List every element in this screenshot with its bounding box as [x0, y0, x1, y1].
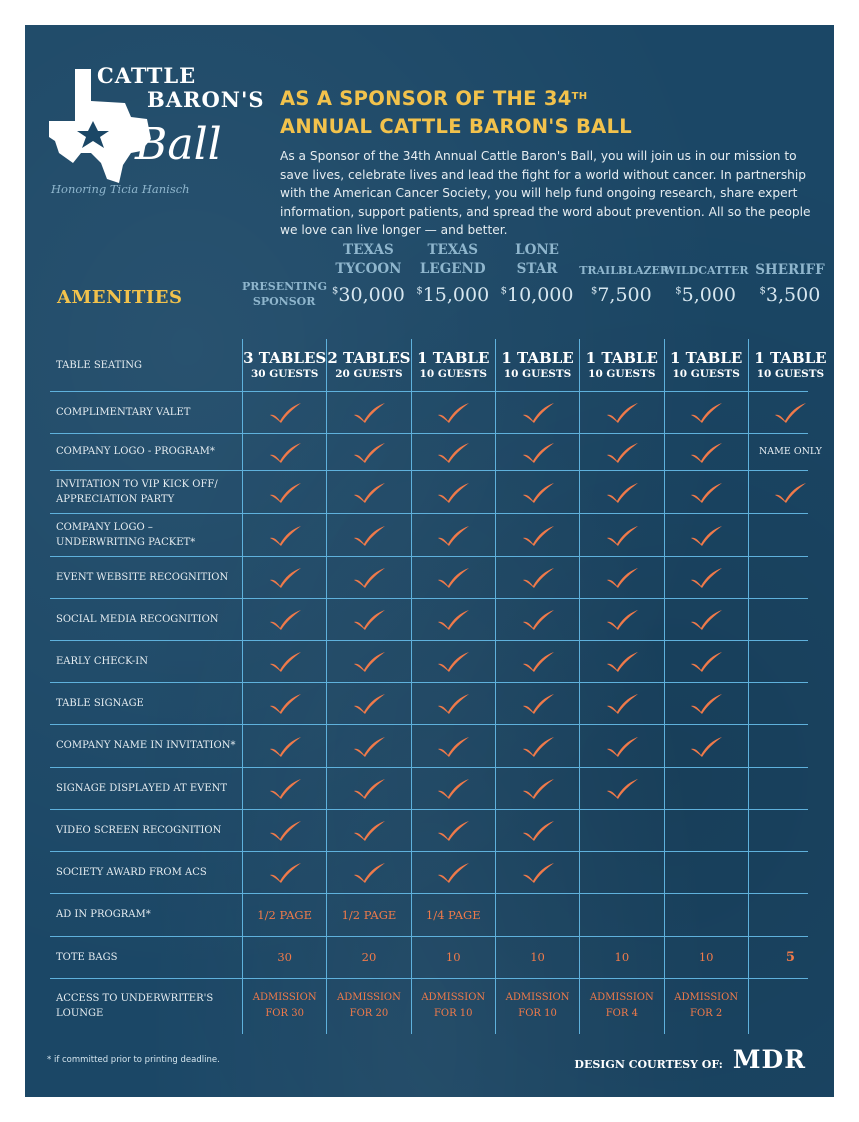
- cell-value: 5: [785, 949, 795, 965]
- table-cell: [411, 724, 495, 767]
- table-cell: [495, 851, 579, 893]
- tier-name-line1: LONE: [515, 242, 559, 258]
- table-cell: [748, 433, 832, 470]
- table-cell: [411, 598, 495, 640]
- mdr-logo: MDR: [732, 1045, 806, 1074]
- table-cell: [242, 767, 326, 809]
- check-icon: [520, 480, 556, 504]
- check-icon: [267, 860, 303, 884]
- table-cell: [495, 893, 579, 936]
- table-row: [50, 978, 808, 1034]
- logo-barons-text: BARON'S: [147, 87, 265, 112]
- row-label: SIGNAGE DISPLAYED AT EVENT: [56, 782, 228, 794]
- table-cell: [242, 936, 326, 978]
- seating-tables: 1 TABLE: [585, 348, 658, 367]
- price-value: 30,000: [338, 284, 405, 306]
- table-cell: [242, 724, 326, 767]
- table-cell: [579, 893, 663, 936]
- table-cell: [495, 640, 579, 682]
- table-cell: [411, 513, 495, 556]
- check-icon: [604, 607, 640, 631]
- table-cell: [748, 470, 832, 513]
- tier-name: [242, 279, 326, 309]
- check-icon: [520, 776, 556, 800]
- table-cell: [326, 724, 410, 767]
- table-cell: [495, 433, 579, 470]
- table-cell: [326, 767, 410, 809]
- table-cell: [495, 724, 579, 767]
- check-icon: [520, 565, 556, 589]
- check-icon: [604, 776, 640, 800]
- seating-tables: 3 TABLES: [243, 348, 327, 367]
- row-label: AD IN PROGRAM*: [56, 909, 151, 920]
- price-value: 5,000: [681, 284, 737, 306]
- cell-value: 10: [614, 950, 630, 964]
- tier-name-line1: PRESENTING: [242, 280, 327, 293]
- check-icon: [435, 480, 471, 504]
- table-cell: [748, 724, 832, 767]
- footnote: * if committed prior to printing deadline.: [47, 1055, 220, 1065]
- table-row: [50, 724, 808, 768]
- tier-price: [326, 284, 410, 306]
- table-cell: [579, 556, 663, 598]
- sponsorship-sheet: [25, 25, 834, 1097]
- table-cell: [664, 724, 748, 767]
- table-row: [50, 767, 808, 810]
- design-credit: [574, 1045, 806, 1074]
- check-icon: [351, 734, 387, 758]
- seating-guests: 10 GUESTS: [756, 367, 825, 380]
- table-cell: [748, 936, 832, 978]
- check-icon: [772, 400, 808, 424]
- honoring-text: Honoring Ticia Hanisch: [51, 182, 190, 196]
- table-cell: [579, 724, 663, 767]
- table-cell: [748, 978, 832, 1034]
- headline-line2: ANNUAL CATTLE BARON'S BALL: [280, 115, 633, 138]
- table-cell: [326, 556, 410, 598]
- check-icon: [267, 734, 303, 758]
- table-row: [50, 556, 808, 599]
- table-cell: [411, 809, 495, 851]
- headline-line1: AS A SPONSOR OF THE 34: [280, 87, 572, 110]
- check-icon: [267, 400, 303, 424]
- seating-cell: [748, 339, 832, 391]
- check-icon: [267, 440, 303, 464]
- check-icon: [604, 565, 640, 589]
- check-icon: [688, 400, 724, 424]
- table-cell: [242, 893, 326, 936]
- check-icon: [351, 649, 387, 673]
- currency-symbol: $: [590, 285, 598, 297]
- table-cell: [664, 513, 748, 556]
- check-icon: [688, 523, 724, 547]
- table-cell: [579, 391, 663, 433]
- check-icon: [604, 734, 640, 758]
- cell-value: 20: [361, 950, 377, 964]
- table-cell: [242, 433, 326, 470]
- tier-name: [326, 241, 410, 279]
- table-cell: [326, 682, 410, 724]
- cell-value: 1/2 PAGE: [257, 907, 313, 922]
- seating-tables: 1 TABLE: [417, 348, 490, 367]
- credit-label: DESIGN COURTESY OF:: [574, 1058, 723, 1071]
- table-cell: [579, 433, 663, 470]
- seating-cell: [579, 339, 663, 391]
- table-row: [50, 640, 808, 683]
- seating-guests: 30 GUESTS: [250, 367, 319, 380]
- table-row: [50, 391, 808, 434]
- table-row: [50, 936, 808, 979]
- table-cell: [495, 556, 579, 598]
- table-cell: [242, 513, 326, 556]
- table-cell: [664, 893, 748, 936]
- cell-value: 1/2 PAGE: [341, 907, 397, 922]
- check-icon: [688, 565, 724, 589]
- check-icon: [520, 860, 556, 884]
- table-cell: [664, 391, 748, 433]
- seating-cell: [495, 339, 579, 391]
- cell-value: ADMISSION FOR 10: [421, 992, 486, 1019]
- tier-name-line2: WILDCATTER: [663, 264, 749, 277]
- check-icon: [688, 440, 724, 464]
- tier-name-line2: STAR: [516, 261, 558, 277]
- check-icon: [267, 565, 303, 589]
- check-icon: [604, 480, 640, 504]
- seating-tables: 1 TABLE: [501, 348, 574, 367]
- table-cell: [411, 936, 495, 978]
- tier-name-line2: SPONSOR: [252, 295, 316, 308]
- headline-sup: TH: [571, 91, 588, 102]
- table-row: [50, 470, 808, 514]
- logo-cattle-text: CATTLE: [97, 63, 197, 88]
- cell-value: NAME ONLY: [758, 446, 822, 457]
- check-icon: [351, 565, 387, 589]
- check-icon: [688, 691, 724, 715]
- check-icon: [351, 480, 387, 504]
- cell-value: 1/4 PAGE: [425, 907, 481, 922]
- logo-ball-text: Ball: [135, 119, 222, 170]
- check-icon: [267, 818, 303, 842]
- table-cell: [411, 893, 495, 936]
- seating-guests: 20 GUESTS: [335, 367, 403, 380]
- cell-value: 10: [445, 950, 461, 964]
- amenities-heading: AMENITIES: [57, 287, 183, 308]
- check-icon: [520, 400, 556, 424]
- check-icon: [688, 607, 724, 631]
- table-cell: [664, 682, 748, 724]
- headline: [280, 85, 820, 141]
- table-cell: [579, 851, 663, 893]
- check-icon: [267, 607, 303, 631]
- table-cell: [495, 682, 579, 724]
- tier-name: [664, 261, 748, 280]
- row-label: SOCIAL MEDIA RECOGNITION: [56, 613, 219, 625]
- table-cell: [748, 682, 832, 724]
- tier-name: [748, 261, 832, 280]
- table-cell: [748, 391, 832, 433]
- tier-name-line2: LEGEND: [419, 261, 486, 277]
- table-cell: [495, 978, 579, 1034]
- table-cell: [411, 767, 495, 809]
- seating-guests: 10 GUESTS: [588, 367, 656, 380]
- check-icon: [351, 860, 387, 884]
- seating-tables: 2 TABLES: [327, 348, 411, 367]
- table-cell: [579, 936, 663, 978]
- table-cell: [242, 809, 326, 851]
- table-row: [50, 433, 822, 471]
- table-row-seating: [50, 339, 827, 392]
- table-cell: [326, 391, 410, 433]
- table-row: [50, 809, 808, 852]
- table-cell: [411, 433, 495, 470]
- currency-symbol: $: [416, 285, 423, 297]
- table-cell: [748, 598, 832, 640]
- row-label: EVENT WEBSITE RECOGNITION: [56, 571, 229, 583]
- row-label: INVITATION TO VIP KICK OFF/ APPRECIATION PARTY: [56, 478, 218, 505]
- table-row: [50, 682, 808, 725]
- table-cell: [495, 809, 579, 851]
- table-cell: [579, 470, 663, 513]
- check-icon: [772, 480, 808, 504]
- table-cell: [579, 978, 663, 1034]
- table-cell: [579, 640, 663, 682]
- table-cell: [579, 809, 663, 851]
- check-icon: [604, 440, 640, 464]
- tier-name: [579, 261, 670, 280]
- tier-price: [579, 284, 663, 306]
- check-icon: [435, 776, 471, 800]
- cell-value: 30: [277, 950, 292, 964]
- table-cell: [579, 682, 663, 724]
- table-cell: [664, 809, 748, 851]
- table-cell: [411, 470, 495, 513]
- table-row: [50, 513, 808, 557]
- check-icon: [520, 440, 556, 464]
- tier-price: [495, 284, 579, 306]
- check-icon: [520, 523, 556, 547]
- table-cell: [242, 556, 326, 598]
- table-cell: [242, 682, 326, 724]
- table-cell: [495, 470, 579, 513]
- seating-cell: [411, 339, 495, 391]
- tier-price: [664, 284, 748, 306]
- table-cell: [748, 640, 832, 682]
- table-cell: [242, 978, 326, 1034]
- table-cell: [242, 598, 326, 640]
- cattle-barons-ball-logo: [47, 61, 265, 191]
- table-cell: [242, 391, 326, 433]
- seating-guests: 10 GUESTS: [503, 367, 572, 380]
- table-cell: [664, 433, 748, 470]
- table-cell: [326, 893, 410, 936]
- table-cell: [411, 851, 495, 893]
- table-cell: [664, 978, 748, 1034]
- check-icon: [435, 860, 471, 884]
- check-icon: [267, 776, 303, 800]
- table-cell: [242, 470, 326, 513]
- price-value: 10,000: [506, 284, 574, 306]
- price-value: 3,500: [765, 284, 821, 306]
- check-icon: [435, 523, 471, 547]
- check-icon: [351, 440, 387, 464]
- cell-value: ADMISSION FOR 30: [252, 992, 317, 1019]
- cell-value: ADMISSION FOR 20: [337, 992, 401, 1019]
- row-label: VIDEO SCREEN RECOGNITION: [56, 824, 222, 836]
- table-cell: [326, 433, 410, 470]
- table-cell: [748, 513, 832, 556]
- table-cell: [411, 391, 495, 433]
- tier-name-line2: TYCOON: [335, 261, 402, 277]
- row-label: ACCESS TO UNDERWRITER'S LOUNGE: [56, 993, 214, 1019]
- check-icon: [351, 400, 387, 424]
- check-icon: [351, 691, 387, 715]
- check-icon: [435, 691, 471, 715]
- seating-tables: 1 TABLE: [669, 348, 743, 367]
- check-icon: [267, 649, 303, 673]
- cell-value: ADMISSION FOR 2: [674, 992, 739, 1019]
- row-label: COMPLIMENTARY VALET: [56, 406, 191, 418]
- cell-value: 10: [698, 950, 714, 964]
- table-cell: [664, 936, 748, 978]
- check-icon: [688, 734, 724, 758]
- table-cell: [495, 598, 579, 640]
- seating-guests: 10 GUESTS: [672, 367, 740, 380]
- table-row: [50, 598, 808, 641]
- table-cell: [748, 893, 832, 936]
- currency-symbol: $: [759, 285, 766, 297]
- table-cell: [411, 978, 495, 1034]
- row-label: SOCIETY AWARD FROM ACS: [56, 866, 207, 878]
- row-label: COMPANY NAME IN INVITATION*: [56, 740, 236, 751]
- table-cell: [579, 767, 663, 809]
- check-icon: [351, 607, 387, 631]
- table-cell: [495, 513, 579, 556]
- check-icon: [435, 440, 471, 464]
- price-value: 15,000: [422, 284, 490, 306]
- currency-symbol: $: [500, 285, 507, 297]
- tier-name: [411, 241, 495, 279]
- check-icon: [520, 607, 556, 631]
- currency-symbol: $: [332, 285, 339, 297]
- table-cell: [326, 809, 410, 851]
- table-cell: [579, 513, 663, 556]
- cell-value: 10: [530, 950, 545, 964]
- check-icon: [435, 400, 471, 424]
- table-cell: [326, 598, 410, 640]
- currency-symbol: $: [675, 285, 682, 297]
- row-label: COMPANY LOGO - PROGRAM*: [56, 446, 215, 457]
- tier-price: [411, 284, 495, 306]
- table-cell: [242, 640, 326, 682]
- row-label: COMPANY LOGO – UNDERWRITING PACKET*: [56, 521, 196, 548]
- table-cell: [326, 978, 410, 1034]
- row-label: TOTE BAGS: [56, 951, 118, 963]
- tier-name-line1: TEXAS: [343, 242, 394, 258]
- table-cell: [411, 640, 495, 682]
- check-icon: [435, 734, 471, 758]
- price-value: 7,500: [597, 284, 652, 306]
- tier-name-line1: TEXAS: [427, 242, 479, 258]
- check-icon: [267, 691, 303, 715]
- row-label: TABLE SEATING: [56, 359, 142, 371]
- check-icon: [520, 818, 556, 842]
- table-row: [50, 851, 808, 894]
- table-cell: [411, 556, 495, 598]
- table-cell: [664, 556, 748, 598]
- check-icon: [520, 734, 556, 758]
- table-cell: [664, 598, 748, 640]
- table-cell: [495, 391, 579, 433]
- check-icon: [351, 776, 387, 800]
- table-cell: [664, 470, 748, 513]
- table-cell: [664, 640, 748, 682]
- tier-name: [495, 241, 579, 279]
- check-icon: [604, 649, 640, 673]
- check-icon: [520, 691, 556, 715]
- check-icon: [435, 607, 471, 631]
- check-icon: [435, 565, 471, 589]
- table-cell: [748, 556, 832, 598]
- table-cell: [579, 598, 663, 640]
- table-cell: [326, 851, 410, 893]
- tier-name-line2: TRAILBLAZER: [579, 264, 670, 277]
- row-label: TABLE SIGNAGE: [56, 697, 144, 709]
- table-cell: [326, 513, 410, 556]
- check-icon: [351, 818, 387, 842]
- check-icon: [435, 818, 471, 842]
- table-cell: [326, 936, 410, 978]
- tier-name-line2: SHERIFF: [755, 262, 825, 278]
- check-icon: [520, 649, 556, 673]
- table-cell: [748, 809, 832, 851]
- check-icon: [604, 400, 640, 424]
- seating-tables: 1 TABLE: [754, 348, 827, 367]
- seating-cell: [326, 339, 410, 391]
- table-cell: [411, 682, 495, 724]
- seating-cell: [242, 339, 326, 391]
- table-cell: [326, 470, 410, 513]
- check-icon: [604, 691, 640, 715]
- seating-guests: 10 GUESTS: [419, 367, 487, 380]
- check-icon: [688, 480, 724, 504]
- seating-cell: [664, 339, 748, 391]
- table-cell: [242, 851, 326, 893]
- check-icon: [688, 649, 724, 673]
- check-icon: [267, 480, 303, 504]
- table-cell: [495, 767, 579, 809]
- check-icon: [604, 523, 640, 547]
- check-icon: [435, 649, 471, 673]
- table-cell: [748, 767, 832, 809]
- table-cell: [495, 936, 579, 978]
- cell-value: ADMISSION FOR 10: [505, 992, 570, 1019]
- table-cell: [664, 767, 748, 809]
- check-icon: [351, 523, 387, 547]
- tier-price: [748, 284, 832, 306]
- table-cell: [326, 640, 410, 682]
- check-icon: [267, 523, 303, 547]
- row-label: EARLY CHECK-IN: [56, 655, 148, 667]
- table-cell: [748, 851, 832, 893]
- cell-value: ADMISSION FOR 4: [589, 992, 654, 1019]
- table-row: [50, 893, 808, 937]
- table-cell: [664, 851, 748, 893]
- intro-paragraph: As a Sponsor of the 34th Annual Cattle Baron's Ball, you will join us in our mission to save lives, celebrate lives and lead the fight for a world without cancer. In partnership with the American Cancer Society, you will help fund ongoing research, share expert information, support patients, and spread the word about prevention. All so the people we love can live longer — and better.: [280, 149, 811, 238]
